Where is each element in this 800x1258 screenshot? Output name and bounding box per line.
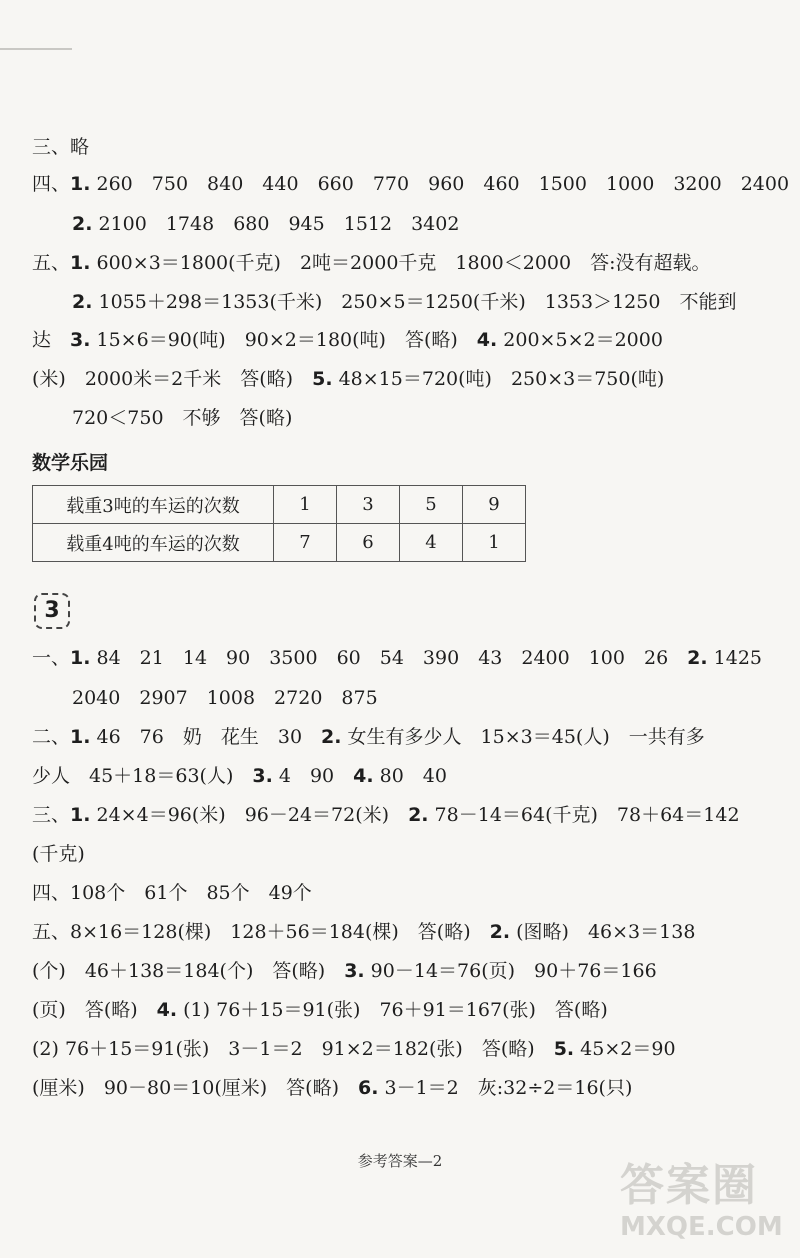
table-cell: 1 bbox=[463, 524, 526, 562]
item-number: 4. bbox=[156, 999, 178, 1021]
item-number: 1. bbox=[70, 252, 91, 274]
table-cell: 1 bbox=[274, 486, 337, 524]
answer-line bbox=[72, 289, 760, 315]
answer-line bbox=[32, 880, 760, 906]
item-number: 1. bbox=[70, 726, 91, 748]
answer-line bbox=[32, 763, 760, 789]
math-garden-table bbox=[32, 485, 526, 562]
answer-text: (1) 76＋15＝91(张) 76＋91＝167(张) 答(略) bbox=[177, 999, 608, 1021]
answer-line bbox=[32, 841, 760, 867]
answer-text: 二、 bbox=[32, 726, 71, 748]
answer-text: (个) 46＋138＝184(个) 答(略) bbox=[32, 960, 345, 982]
answer-text: 720＜750 不够 答(略) bbox=[72, 407, 293, 429]
answer-text: 80 40 bbox=[373, 765, 447, 787]
item-number: 1. bbox=[70, 804, 91, 826]
answer-text: (米) 2000米＝2千米 答(略) bbox=[32, 368, 313, 390]
table-cell: 9 bbox=[463, 486, 526, 524]
answer-text: 84 21 14 90 3500 60 54 390 43 2400 100 26 bbox=[90, 647, 688, 669]
answer-text: (厘米) 90－80＝10(厘米) 答(略) bbox=[32, 1077, 359, 1099]
answer-text: 45×2＝90 bbox=[574, 1038, 676, 1060]
top-rule bbox=[0, 48, 72, 50]
item-number: 2. bbox=[687, 647, 708, 669]
item-number: 2. bbox=[72, 213, 93, 235]
table-cell: 3 bbox=[337, 486, 400, 524]
answer-line bbox=[32, 724, 760, 750]
answer-text: 90－14＝76(页) 90＋76＝166 bbox=[364, 960, 657, 982]
table-cell: 6 bbox=[337, 524, 400, 562]
answer-text: 4 90 bbox=[272, 765, 354, 787]
item-number: 6. bbox=[358, 1077, 379, 1099]
item-number: 1. bbox=[70, 173, 91, 195]
answer-line bbox=[32, 171, 790, 197]
answer-text: 达 bbox=[32, 329, 71, 351]
answer-line bbox=[32, 134, 760, 160]
answer-text: (2) 76＋15＝91(张) 3－1＝2 91×2＝182(张) 答(略) bbox=[32, 1038, 554, 1060]
watermark-url: MXQE.COM bbox=[620, 1212, 783, 1242]
item-number: 3. bbox=[344, 960, 365, 982]
item-number: 2. bbox=[489, 921, 511, 943]
answer-text: 200×5×2＝2000 bbox=[497, 329, 663, 351]
answer-text: 24×4＝96(米) 96－24＝72(米) bbox=[90, 804, 409, 826]
answer-line bbox=[72, 405, 760, 431]
answer-text: (千克) bbox=[32, 843, 85, 865]
answer-line bbox=[32, 958, 760, 984]
answer-text: 五、 bbox=[32, 252, 71, 274]
answer-line bbox=[32, 1036, 760, 1062]
answer-text: (图略) 46×3＝138 bbox=[510, 921, 696, 943]
table-cell: 4 bbox=[400, 524, 463, 562]
item-number: 5. bbox=[553, 1038, 575, 1060]
answer-text: 1055＋298＝1353(千米) 250×5＝1250(千米) 1353＞1250 不能到 bbox=[92, 291, 737, 313]
answer-line bbox=[32, 919, 760, 945]
item-number: 1. bbox=[70, 647, 91, 669]
answer-line bbox=[32, 327, 760, 353]
answer-text: 一、 bbox=[32, 647, 71, 669]
answer-text: 1425 bbox=[707, 647, 763, 669]
answer-text: 3－1＝2 灰:32÷2＝16(只) bbox=[378, 1077, 633, 1099]
table-row bbox=[33, 486, 526, 524]
item-number: 5. bbox=[312, 368, 333, 390]
item-number: 4. bbox=[353, 765, 374, 787]
answer-text: 260 750 840 440 660 770 960 460 1500 1000 3200 2400 bbox=[90, 173, 790, 195]
answer-text: 15×6＝90(吨) 90×2＝180(吨) 答(略) bbox=[90, 329, 477, 351]
answer-text: 三、 bbox=[32, 804, 71, 826]
math-garden-title: 数学乐园 bbox=[32, 452, 109, 474]
watermark-text: 答案圈 bbox=[620, 1160, 758, 1211]
item-number: 2. bbox=[321, 726, 342, 748]
answer-text: 2040 2907 1008 2720 875 bbox=[72, 687, 378, 709]
watermark-logo bbox=[620, 1160, 788, 1252]
answer-text: 600×3＝1800(千克) 2吨＝2000千克 1800＜2000 答:没有超载。 bbox=[90, 252, 711, 274]
item-number: 2. bbox=[72, 291, 93, 313]
answer-line bbox=[32, 366, 760, 392]
item-number: 4. bbox=[476, 329, 498, 351]
row-label: 载重3吨的车运的次数 bbox=[33, 486, 274, 524]
answer-line bbox=[72, 211, 760, 237]
answer-text: 2100 1748 680 945 1512 3402 bbox=[92, 213, 460, 235]
table-cell: 5 bbox=[400, 486, 463, 524]
table-cell: 7 bbox=[274, 524, 337, 562]
table-row bbox=[33, 524, 526, 562]
answer-text: 少人 45＋18＝63(人) bbox=[32, 765, 253, 787]
item-number: 3. bbox=[252, 765, 273, 787]
answer-text: 48×15＝720(吨) 250×3＝750(吨) bbox=[332, 368, 665, 390]
answer-text: (页) 答(略) bbox=[32, 999, 157, 1021]
answer-text: 78－14＝64(千克) 78＋64＝142 bbox=[428, 804, 740, 826]
answer-line bbox=[32, 997, 760, 1023]
answer-line bbox=[32, 645, 763, 671]
item-number: 2. bbox=[408, 804, 429, 826]
answer-text: 46 76 奶 花生 30 bbox=[90, 726, 322, 748]
answer-line bbox=[72, 685, 760, 711]
answer-text: 三、略 bbox=[32, 136, 90, 158]
item-number: 3. bbox=[70, 329, 91, 351]
answer-text: 四、108个 61个 85个 49个 bbox=[32, 882, 312, 904]
unit-number-badge: 3 bbox=[34, 593, 70, 629]
answer-text: 五、8×16＝128(棵) 128＋56＝184(棵) 答(略) bbox=[32, 921, 490, 943]
answer-text: 四、 bbox=[32, 173, 71, 195]
answer-line bbox=[32, 1075, 760, 1101]
page-footer: 参考答案—2 bbox=[357, 1152, 443, 1170]
answer-line bbox=[32, 802, 760, 828]
answer-text: 女生有多少人 15×3＝45(人) 一共有多 bbox=[341, 726, 705, 748]
answer-line bbox=[32, 250, 760, 276]
row-label: 载重4吨的车运的次数 bbox=[33, 524, 274, 562]
